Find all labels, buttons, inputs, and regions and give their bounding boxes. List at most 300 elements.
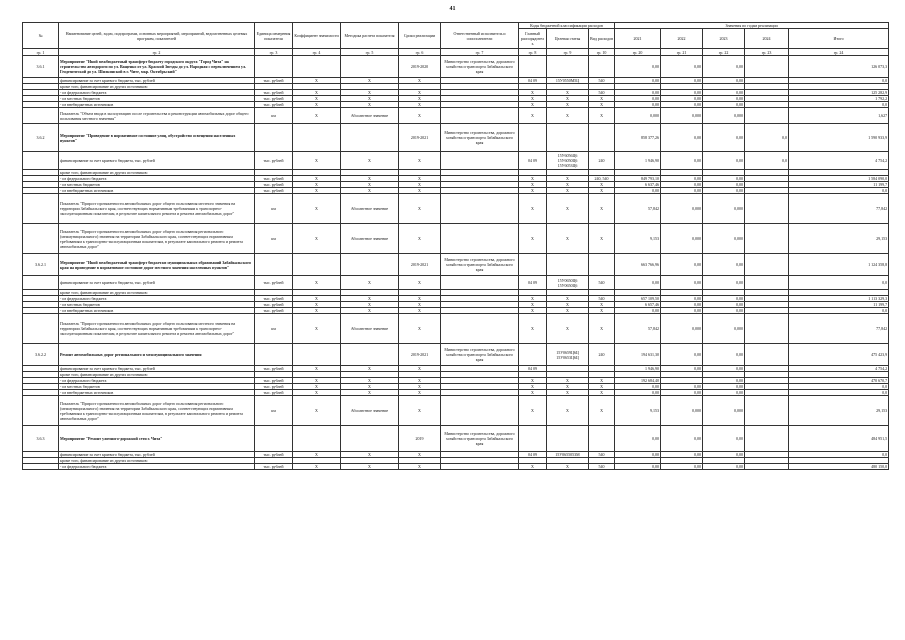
table-cell: 240, 540 — [589, 176, 615, 182]
header-executor: Ответственный исполнитель и соисполнители — [441, 23, 519, 49]
header-total: Итого — [789, 29, 889, 49]
colnum: гр. 2 — [59, 49, 255, 56]
table-cell: 240 — [589, 152, 615, 170]
activity-row — [23, 254, 889, 276]
table-cell: 04 09 — [519, 276, 547, 290]
table-cell: 0,000 — [661, 224, 703, 254]
colnum: гр. 3 — [255, 49, 293, 56]
table-cell: 540 — [589, 78, 615, 84]
table-cell: 125 282,9 — [789, 90, 889, 96]
table-cell: Х — [341, 90, 399, 96]
table-cell: - из местных бюджетов — [59, 384, 255, 390]
table-cell: тыс. рублей — [255, 452, 293, 458]
table-cell: 540 — [589, 276, 615, 290]
table-cell: Х — [519, 378, 547, 384]
table-cell: Министерство строительства, дорожного хозяйства и транспорта Забайкальского края — [441, 344, 519, 366]
table-cell: 475 423,9 — [789, 344, 889, 366]
table-cell: 0,0 — [789, 452, 889, 458]
table-cell — [341, 426, 399, 452]
table-cell: Х — [399, 194, 441, 224]
table-cell: Х — [399, 452, 441, 458]
header-term: Сроки реализации — [399, 23, 441, 49]
table-cell: финансирование за счет краевого бюджета, тыс. рублей — [59, 276, 255, 290]
table-cell: Х — [399, 108, 441, 124]
table-cell — [519, 254, 547, 276]
header-kbk-csr: Целевая статья — [547, 29, 589, 49]
table-cell: Х — [399, 102, 441, 108]
table-cell: - из федерального бюджета — [59, 176, 255, 182]
table-cell: Показатель "Прирост протяженности автомобильных дорог общего пользования местного значения на территории Забайкальского края, соответствующих нормативным требованиям к транспортно-эксплуатационным показателям, в результате капитального ремонта и ремонта автомобильных дорог" — [59, 314, 255, 344]
table-cell: 0,00 — [703, 296, 745, 302]
table-cell: Х — [399, 366, 441, 372]
colnum: гр. 10 — [589, 49, 615, 56]
table-cell: 04 09 — [519, 452, 547, 458]
table-cell: 4 754,2 — [789, 152, 889, 170]
table-cell — [255, 124, 293, 152]
table-cell: 0,00 — [615, 308, 661, 314]
table-cell: 657 109,50 — [615, 296, 661, 302]
table-cell — [293, 124, 341, 152]
table-cell: Х — [399, 396, 441, 426]
table-cell: 0,00 — [615, 78, 661, 84]
table-cell: Х — [399, 314, 441, 344]
table-cell: 3.6.2.1 — [23, 254, 59, 276]
table-cell: Х — [547, 384, 589, 390]
table-cell: Х — [547, 102, 589, 108]
table-cell — [293, 56, 341, 78]
table-cell: Х — [293, 302, 341, 308]
table-cell: 04 09 — [519, 366, 547, 372]
table-cell — [23, 464, 59, 470]
activity-row — [23, 56, 889, 78]
header-kbk-vr: Вид расходов — [589, 29, 615, 49]
table-cell: - из местных бюджетов — [59, 182, 255, 188]
table-cell — [745, 56, 789, 78]
table-cell: Х — [547, 188, 589, 194]
table-cell: 9,153 — [615, 396, 661, 426]
table-cell: тыс. рублей — [255, 152, 293, 170]
table-cell: тыс. рублей — [255, 308, 293, 314]
table-cell: Х — [547, 194, 589, 224]
table-cell: Х — [589, 314, 615, 344]
table-cell: 3.6.2 — [23, 124, 59, 152]
table-cell: Х — [519, 96, 547, 102]
table-cell: финансирование за счет краевого бюджета, тыс. рублей — [59, 152, 255, 170]
table-cell: 1 124 358,8 — [789, 254, 889, 276]
table-cell: 0,00 — [703, 302, 745, 308]
indicator-row — [23, 224, 889, 254]
table-cell: 0,00 — [615, 90, 661, 96]
table-cell: Х — [519, 176, 547, 182]
table-cell: 0,00 — [661, 426, 703, 452]
table-cell: Х — [341, 464, 399, 470]
table-cell: 0,00 — [661, 384, 703, 390]
table-cell: 540 — [589, 452, 615, 458]
table-cell: Х — [399, 182, 441, 188]
table-cell — [341, 254, 399, 276]
table-cell: 0,00 — [661, 182, 703, 188]
table-cell — [547, 426, 589, 452]
table-cell: 11 199,7 — [789, 182, 889, 188]
table-cell: Х — [547, 308, 589, 314]
table-cell — [745, 224, 789, 254]
table-cell: тыс. рублей — [255, 90, 293, 96]
table-cell: Х — [589, 108, 615, 124]
table-cell: 0,00 — [661, 124, 703, 152]
table-cell: км — [255, 314, 293, 344]
table-cell: 77,842 — [789, 314, 889, 344]
table-cell: - из федерального бюджета — [59, 296, 255, 302]
table-cell: - из внебюджетных источников — [59, 308, 255, 314]
table-cell: 3.6.1 — [23, 56, 59, 78]
table-cell: Х — [399, 90, 441, 96]
table-cell: Х — [589, 96, 615, 102]
table-cell: 240 — [589, 344, 615, 366]
table-cell: тыс. рублей — [255, 102, 293, 108]
table-cell: 0,0 — [789, 102, 889, 108]
table-cell: Х — [293, 366, 341, 372]
table-cell: 15У0650Ц6 15У0650Ц6 — [547, 276, 589, 290]
table-cell: финансирование за счет краевого бюджета, тыс. рублей — [59, 366, 255, 372]
table-cell: - из внебюджетных источников — [59, 102, 255, 108]
table-cell: 6 637,46 — [615, 182, 661, 188]
colnum: гр. 9 — [547, 49, 589, 56]
table-cell: Х — [399, 384, 441, 390]
table-cell: 0,00 — [703, 452, 745, 458]
table-cell: 0,00 — [703, 124, 745, 152]
table-cell: Х — [293, 176, 341, 182]
table-cell: 1 113 329,3 — [789, 296, 889, 302]
table-cell — [23, 108, 59, 124]
table-cell: кроме того, финансирование из других источников: — [59, 290, 255, 296]
table-cell — [441, 152, 519, 170]
table-cell: км — [255, 108, 293, 124]
table-cell: Х — [341, 296, 399, 302]
table-cell: Х — [341, 276, 399, 290]
table-cell: Мероприятие "Приведение в нормативное состояние улиц, обустройство освещения населенных пунктов" — [59, 124, 255, 152]
table-cell — [23, 152, 59, 170]
table-cell — [547, 56, 589, 78]
table-cell: 0,00 — [615, 426, 661, 452]
table-cell: Х — [399, 152, 441, 170]
table-cell — [745, 254, 789, 276]
table-cell: 57,842 — [615, 314, 661, 344]
table-cell: финансирование за счет краевого бюджета, тыс. рублей — [59, 78, 255, 84]
table-cell: 04 09 — [519, 78, 547, 84]
table-cell: 15У6056Ц6 15У6050Ц6 15У6053Ц6 — [547, 152, 589, 170]
table-cell: 11 199,7 — [789, 302, 889, 308]
header-year-2021: 2021 — [615, 29, 661, 49]
table-cell: 0,00 — [703, 464, 745, 470]
colnum: гр. 1 — [23, 49, 59, 56]
table-cell: кроме того, финансирование из других источников: — [59, 372, 255, 378]
indicator-row — [23, 108, 889, 124]
table-cell: Х — [519, 108, 547, 124]
indicator-row — [23, 194, 889, 224]
table-cell: 0,00 — [661, 464, 703, 470]
table-cell — [23, 396, 59, 426]
table-cell: Х — [341, 182, 399, 188]
table-cell: Х — [589, 302, 615, 308]
table-cell: Абсолютное значение — [341, 194, 399, 224]
table-cell: Х — [293, 378, 341, 384]
table-cell: Х — [547, 90, 589, 96]
table-cell: Х — [519, 102, 547, 108]
table-cell — [441, 464, 519, 470]
table-cell: Х — [341, 152, 399, 170]
column-numbers-row — [23, 49, 889, 56]
table-cell: 04 09 — [519, 152, 547, 170]
table-cell: Показатель "Объем ввода в эксплуатацию после строительства и реконструкции автомобильных дорог общего пользования местного значения" — [59, 108, 255, 124]
table-cell: - из внебюджетных источников — [59, 188, 255, 194]
table-cell: тыс. рублей — [255, 390, 293, 396]
table-cell: 0,00 — [661, 366, 703, 372]
funding-row — [23, 276, 889, 290]
table-cell — [293, 254, 341, 276]
table-cell: тыс. рублей — [255, 276, 293, 290]
table-cell — [547, 124, 589, 152]
colnum: гр. 21 — [661, 49, 703, 56]
table-cell: Х — [399, 390, 441, 396]
table-cell: Х — [547, 182, 589, 188]
table-cell: Х — [293, 276, 341, 290]
table-cell: 0,000 — [703, 314, 745, 344]
table-cell: Х — [589, 396, 615, 426]
table-cell: 0,000 — [661, 396, 703, 426]
table-cell: 15У0655053М — [547, 452, 589, 458]
table-cell: Министерство строительства, дорожного хозяйства и транспорта Забайкальского края — [441, 56, 519, 78]
table-cell: 0,00 — [661, 56, 703, 78]
table-cell: Х — [589, 224, 615, 254]
colnum: гр. 24 — [789, 49, 889, 56]
table-cell: 0,00 — [703, 78, 745, 84]
indicator-row — [23, 314, 889, 344]
table-cell — [745, 396, 789, 426]
table-cell — [547, 254, 589, 276]
table-cell: Х — [519, 384, 547, 390]
table-cell: Х — [293, 78, 341, 84]
table-cell: Х — [519, 182, 547, 188]
table-cell: 0,000 — [703, 396, 745, 426]
table-cell: Х — [547, 96, 589, 102]
table-cell: Х — [293, 464, 341, 470]
table-cell — [255, 426, 293, 452]
table-cell: Х — [547, 296, 589, 302]
table-cell: Х — [399, 296, 441, 302]
table-cell — [23, 194, 59, 224]
table-cell: 0,0 — [789, 78, 889, 84]
table-cell: 0,00 — [661, 296, 703, 302]
table-cell: 1 946,90 — [615, 152, 661, 170]
table-cell — [441, 224, 519, 254]
table-cell — [441, 276, 519, 290]
table-cell: Х — [399, 78, 441, 84]
table-cell: 540 — [589, 464, 615, 470]
table-cell: км — [255, 224, 293, 254]
table-cell: Х — [293, 224, 341, 254]
table-cell — [441, 396, 519, 426]
table-cell: 57,842 — [615, 194, 661, 224]
table-cell: 0,000 — [703, 194, 745, 224]
table-cell: Министерство строительства, дорожного хозяйства и транспорта Забайкальского края — [441, 254, 519, 276]
table-cell: 0,00 — [615, 390, 661, 396]
table-cell: Х — [399, 302, 441, 308]
table-cell: тыс. рублей — [255, 366, 293, 372]
table-cell: Х — [589, 102, 615, 108]
page-number: 41 — [449, 6, 456, 12]
table-cell: 1 792,2 — [789, 96, 889, 102]
table-cell: 0,00 — [615, 464, 661, 470]
table-cell: - из федерального бюджета — [59, 378, 255, 384]
table-cell: Х — [399, 176, 441, 182]
table-cell: кроме того, финансирование из других источников: — [59, 458, 255, 464]
table-cell: Х — [589, 182, 615, 188]
table-cell: Х — [293, 194, 341, 224]
table-cell — [293, 344, 341, 366]
table-cell — [23, 224, 59, 254]
table-cell: Х — [519, 224, 547, 254]
table-cell: тыс. рублей — [255, 464, 293, 470]
table-cell: Ремонт автомобильных дорог регионального и межмуниципального значения — [59, 344, 255, 366]
table-cell: Абсолютное значение — [341, 224, 399, 254]
table-cell: 29,153 — [789, 396, 889, 426]
table-cell: 480 150,0 — [789, 464, 889, 470]
table-cell: Министерство строительства, дорожного хозяйства и транспорта Забайкальского края — [441, 426, 519, 452]
table-cell: Х — [399, 308, 441, 314]
table-cell — [589, 254, 615, 276]
table-cell: Х — [547, 314, 589, 344]
table-cell: 484 951,5 — [789, 426, 889, 452]
table-cell: 2019-2021 — [399, 344, 441, 366]
table-header — [23, 23, 889, 56]
table-cell: 0,0 — [789, 308, 889, 314]
table-cell — [745, 276, 789, 290]
colnum: гр. 20 — [615, 49, 661, 56]
table-cell: Х — [341, 102, 399, 108]
table-cell: Х — [519, 314, 547, 344]
table-cell: Х — [341, 384, 399, 390]
table-cell: Мероприятие "Иной межбюджетный трансферт бюджетам муниципальных образований Забайкальского края на приведение в нормативное состояние дорог местного значения населенных пунктов" — [59, 254, 255, 276]
colnum: гр. 5 — [341, 49, 399, 56]
table-cell: 0,00 — [703, 344, 745, 366]
header-year-2022: 2022 — [661, 29, 703, 49]
table-cell: Х — [589, 308, 615, 314]
table-cell: Мероприятие "Ремонт уличного-дорожной сети г. Чита" — [59, 426, 255, 452]
table-cell: 9,153 — [615, 224, 661, 254]
header-method: Методика расчета показателя — [341, 23, 399, 49]
colnum: гр. 8 — [519, 49, 547, 56]
table-cell: Х — [519, 396, 547, 426]
table-cell: Х — [293, 314, 341, 344]
table-cell: 126 073,3 — [789, 56, 889, 78]
table-cell: Абсолютное значение — [341, 314, 399, 344]
colnum: гр. 22 — [703, 49, 745, 56]
table-cell: 0,00 — [703, 390, 745, 396]
table-cell: Х — [547, 108, 589, 124]
table-cell: 4 754,2 — [789, 366, 889, 372]
table-cell: 0,0 — [789, 188, 889, 194]
table-cell: 0,0 — [789, 276, 889, 290]
table-cell: Х — [519, 302, 547, 308]
table-cell: тыс. рублей — [255, 188, 293, 194]
table-cell — [589, 426, 615, 452]
header-values-group: Значения по годам реализации — [615, 23, 889, 29]
table-cell: 0,000 — [703, 224, 745, 254]
header-codes-group: Коды бюджетной классификации расходов — [519, 23, 615, 29]
table-cell: 0,00 — [703, 56, 745, 78]
table-cell: 15У0659Ц6Ц 15У0653Ц6Ц — [547, 344, 589, 366]
table-cell: кроме того, финансирование из других источников: — [59, 84, 255, 90]
table-cell: 0,0 — [789, 390, 889, 396]
table-cell: 0,000 — [661, 108, 703, 124]
table-cell: Х — [399, 464, 441, 470]
table-cell: 0,00 — [703, 366, 745, 372]
table-cell: Х — [341, 452, 399, 458]
table-cell — [745, 314, 789, 344]
table-cell: 0,000 — [661, 314, 703, 344]
table-cell: 0,0 — [745, 152, 789, 170]
table-cell: Х — [547, 224, 589, 254]
table-cell: Х — [293, 96, 341, 102]
table-cell: - из федерального бюджета — [59, 464, 255, 470]
table-cell — [23, 314, 59, 344]
table-cell: Абсолютное значение — [341, 108, 399, 124]
colnum: гр. 7 — [441, 49, 519, 56]
table-cell: Показатель "Прирост протяженности автомобильных дорог общего пользования местного значения на территории Забайкальского края, соответствующих нормативным требованиям к транспортно-эксплуатационным показателям, в результате капитального ремонта и ремонта автомобильных дорог" — [59, 194, 255, 224]
table-cell: Х — [293, 384, 341, 390]
table-cell: Х — [589, 194, 615, 224]
table-cell: 470 670,7 — [789, 378, 889, 384]
table-cell: Х — [519, 90, 547, 96]
table-cell — [441, 194, 519, 224]
table-cell: 0,000 — [661, 194, 703, 224]
table-cell: Х — [399, 378, 441, 384]
table-cell: 194 631,30 — [615, 344, 661, 366]
header-coef: Коэффициент значимости — [293, 23, 341, 49]
program-table — [22, 22, 889, 470]
table-cell — [745, 464, 789, 470]
table-cell: Х — [293, 308, 341, 314]
table-cell: 192 684,40 — [615, 378, 661, 384]
table-cell: Х — [293, 296, 341, 302]
table-body — [23, 56, 889, 470]
table-cell: Х — [547, 302, 589, 308]
table-cell: - из местных бюджетов — [59, 302, 255, 308]
table-cell — [293, 426, 341, 452]
table-cell: Х — [547, 396, 589, 426]
table-cell: Х — [399, 224, 441, 254]
table-cell: Х — [399, 96, 441, 102]
table-cell: Х — [589, 378, 615, 384]
table-cell: 0,00 — [661, 344, 703, 366]
table-cell: 0,00 — [615, 56, 661, 78]
header-kbk-main: Главный распорядитель — [519, 29, 547, 49]
table-cell: тыс. рублей — [255, 78, 293, 84]
table-cell — [745, 194, 789, 224]
table-cell: Х — [293, 188, 341, 194]
table-cell: Х — [341, 308, 399, 314]
table-cell: 540 — [589, 296, 615, 302]
table-cell: тыс. рублей — [255, 384, 293, 390]
table-cell: Х — [293, 90, 341, 96]
table-cell: 0,0 — [745, 124, 789, 152]
table-cell — [589, 124, 615, 152]
table-cell — [745, 344, 789, 366]
table-cell: - из местных бюджетов — [59, 96, 255, 102]
table-cell: 0,00 — [703, 426, 745, 452]
table-cell: 858 377,26 — [615, 124, 661, 152]
table-cell: Х — [399, 276, 441, 290]
